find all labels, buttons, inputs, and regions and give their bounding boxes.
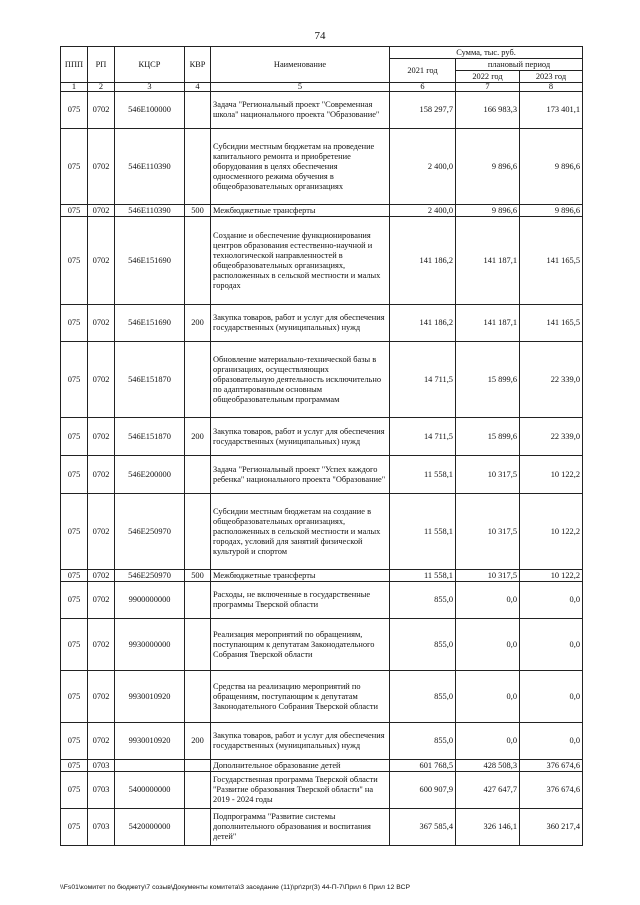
cell-name: Создание и обеспечение функционирования центров образования естественно-научной и технологической направленностей в общеобразовательных организациях, расположенных в сельской местности и малых городах <box>211 217 390 305</box>
table-row <box>61 418 583 456</box>
cell-ppp: 075 <box>61 760 88 772</box>
cell-sum-2023: 10 122,2 <box>520 570 583 582</box>
cell-sum-2022: 15 899,6 <box>456 342 520 418</box>
cell-sum-2023: 22 339,0 <box>520 342 583 418</box>
table-row <box>61 582 583 619</box>
cell-rp: 0702 <box>88 217 115 305</box>
cell-sum-2021: 14 711,5 <box>390 342 456 418</box>
cell-kvr <box>185 760 211 772</box>
cell-name: Обновление материально-технической базы в организациях, осуществляющих образовательную деятельность исключительно по адаптированным основным общеобразовательным программам <box>211 342 390 418</box>
cell-kcsr: 546E151690 <box>115 217 185 305</box>
cell-rp: 0702 <box>88 619 115 671</box>
page-number: 74 <box>314 30 326 42</box>
cell-kcsr: 546E200000 <box>115 456 185 494</box>
cell-ppp: 075 <box>61 342 88 418</box>
cell-sum-2022: 0,0 <box>456 619 520 671</box>
cell-kcsr: 9930010920 <box>115 671 185 723</box>
cell-name: Задача "Региональный проект "Успех каждого ребенка" национального проекта "Образование" <box>211 456 390 494</box>
cell-sum-2023: 0,0 <box>520 723 583 760</box>
cell-rp: 0702 <box>88 570 115 582</box>
table-body <box>61 92 583 846</box>
cell-ppp: 075 <box>61 582 88 619</box>
cell-name: Государственная программа Тверской области "Развитие образования Тверской области" на 2019 - 2024 годы <box>211 772 390 809</box>
header-kvr: КВР <box>185 47 211 83</box>
cell-sum-2022: 166 983,3 <box>456 92 520 129</box>
cell-rp: 0702 <box>88 494 115 570</box>
cell-kvr <box>185 582 211 619</box>
cell-ppp: 075 <box>61 418 88 456</box>
cell-rp: 0703 <box>88 772 115 809</box>
header-name: Наименование <box>211 47 390 83</box>
header-plan-period: плановый период <box>456 59 583 71</box>
cell-sum-2021: 2 400,0 <box>390 205 456 217</box>
column-number: 7 <box>456 83 520 92</box>
column-number: 4 <box>185 83 211 92</box>
cell-sum-2022: 427 647,7 <box>456 772 520 809</box>
cell-kcsr: 546E100000 <box>115 92 185 129</box>
header-year-2022: 2022 год <box>456 71 520 83</box>
table-row <box>61 217 583 305</box>
cell-sum-2023: 141 165,5 <box>520 217 583 305</box>
cell-kvr: 500 <box>185 205 211 217</box>
cell-sum-2021: 2 400,0 <box>390 129 456 205</box>
cell-name: Субсидии местным бюджетам на проведение капитального ремонта и приобретение оборудования в целях обеспечения односменного режима обучения в общеобразовательных организациях <box>211 129 390 205</box>
cell-sum-2021: 14 711,5 <box>390 418 456 456</box>
cell-ppp: 075 <box>61 456 88 494</box>
cell-name: Закупка товаров, работ и услуг для обеспечения государственных (муниципальных) нужд <box>211 418 390 456</box>
cell-sum-2021: 855,0 <box>390 671 456 723</box>
cell-kvr <box>185 129 211 205</box>
cell-kcsr: 546E110390 <box>115 129 185 205</box>
cell-rp: 0702 <box>88 418 115 456</box>
table-row <box>61 570 583 582</box>
cell-sum-2021: 855,0 <box>390 582 456 619</box>
header-year-2023: 2023 год <box>520 71 583 83</box>
header-year-2021: 2021 год <box>390 59 456 83</box>
file-path-footer: \\Fs01\комитет по бюджету\7 созыв\Документы комитета\3 заседание (11)\pr\zpr(3) 44-П-7\Прил 6 Прил 12 ВСР <box>60 884 411 891</box>
cell-sum-2021: 11 558,1 <box>390 456 456 494</box>
cell-kcsr: 5420000000 <box>115 809 185 846</box>
cell-rp: 0702 <box>88 92 115 129</box>
cell-sum-2022: 428 508,3 <box>456 760 520 772</box>
header-sum: Сумма, тыс. руб. <box>390 47 583 59</box>
cell-ppp: 075 <box>61 809 88 846</box>
cell-rp: 0702 <box>88 456 115 494</box>
cell-sum-2023: 10 122,2 <box>520 456 583 494</box>
cell-name: Закупка товаров, работ и услуг для обеспечения государственных (муниципальных) нужд <box>211 305 390 342</box>
cell-kcsr: 9900000000 <box>115 582 185 619</box>
column-number-row <box>61 83 583 92</box>
cell-sum-2023: 141 165,5 <box>520 305 583 342</box>
cell-kvr: 200 <box>185 418 211 456</box>
cell-kvr <box>185 456 211 494</box>
cell-name: Средства на реализацию мероприятий по обращениям, поступающим к депутатам Законодательного Собрания Тверской области <box>211 671 390 723</box>
cell-name: Межбюджетные трансферты <box>211 570 390 582</box>
cell-name: Межбюджетные трансферты <box>211 205 390 217</box>
column-number: 1 <box>61 83 88 92</box>
cell-sum-2022: 9 896,6 <box>456 129 520 205</box>
cell-sum-2022: 141 187,1 <box>456 217 520 305</box>
cell-ppp: 075 <box>61 205 88 217</box>
cell-sum-2023: 0,0 <box>520 619 583 671</box>
table-row <box>61 305 583 342</box>
cell-ppp: 075 <box>61 772 88 809</box>
cell-sum-2022: 0,0 <box>456 723 520 760</box>
cell-kcsr: 546E151870 <box>115 418 185 456</box>
column-number: 3 <box>115 83 185 92</box>
cell-sum-2021: 367 585,4 <box>390 809 456 846</box>
cell-ppp: 075 <box>61 671 88 723</box>
table-row <box>61 809 583 846</box>
cell-kvr <box>185 217 211 305</box>
cell-kcsr: 546E151870 <box>115 342 185 418</box>
cell-sum-2023: 10 122,2 <box>520 494 583 570</box>
cell-rp: 0702 <box>88 205 115 217</box>
cell-ppp: 075 <box>61 92 88 129</box>
cell-name: Задача "Региональный проект "Современная школа" национального проекта "Образование" <box>211 92 390 129</box>
cell-ppp: 075 <box>61 723 88 760</box>
cell-sum-2022: 9 896,6 <box>456 205 520 217</box>
cell-sum-2022: 10 317,5 <box>456 570 520 582</box>
cell-sum-2022: 141 187,1 <box>456 305 520 342</box>
cell-sum-2023: 9 896,6 <box>520 205 583 217</box>
cell-sum-2021: 600 907,9 <box>390 772 456 809</box>
cell-sum-2021: 141 186,2 <box>390 217 456 305</box>
cell-sum-2021: 11 558,1 <box>390 570 456 582</box>
cell-kcsr: 546E151690 <box>115 305 185 342</box>
cell-kvr <box>185 809 211 846</box>
cell-ppp: 075 <box>61 494 88 570</box>
cell-kcsr: 9930010920 <box>115 723 185 760</box>
cell-name: Реализация мероприятий по обращениям, поступающим к депутатам Законодательного Собрания Тверской области <box>211 619 390 671</box>
cell-sum-2022: 0,0 <box>456 582 520 619</box>
cell-kcsr: 9930000000 <box>115 619 185 671</box>
column-number: 2 <box>88 83 115 92</box>
table-row <box>61 671 583 723</box>
cell-rp: 0703 <box>88 809 115 846</box>
column-number: 5 <box>211 83 390 92</box>
cell-kvr: 200 <box>185 305 211 342</box>
cell-ppp: 075 <box>61 129 88 205</box>
cell-kvr <box>185 772 211 809</box>
cell-kvr: 500 <box>185 570 211 582</box>
table-row <box>61 494 583 570</box>
cell-ppp: 075 <box>61 619 88 671</box>
cell-rp: 0702 <box>88 305 115 342</box>
cell-name: Закупка товаров, работ и услуг для обеспечения государственных (муниципальных) нужд <box>211 723 390 760</box>
cell-sum-2021: 855,0 <box>390 619 456 671</box>
cell-ppp: 075 <box>61 217 88 305</box>
cell-sum-2023: 376 674,6 <box>520 760 583 772</box>
table-row <box>61 772 583 809</box>
cell-name: Расходы, не включенные в государственные программы Тверской области <box>211 582 390 619</box>
cell-kcsr: 546E250970 <box>115 494 185 570</box>
cell-sum-2021: 11 558,1 <box>390 494 456 570</box>
table-row <box>61 456 583 494</box>
cell-name: Дополнительное образование детей <box>211 760 390 772</box>
cell-kvr <box>185 619 211 671</box>
cell-sum-2022: 10 317,5 <box>456 494 520 570</box>
cell-kvr <box>185 342 211 418</box>
cell-rp: 0702 <box>88 129 115 205</box>
cell-sum-2021: 158 297,7 <box>390 92 456 129</box>
header-rp: РП <box>88 47 115 83</box>
cell-rp: 0702 <box>88 671 115 723</box>
cell-sum-2021: 601 768,5 <box>390 760 456 772</box>
cell-rp: 0702 <box>88 582 115 619</box>
cell-rp: 0703 <box>88 760 115 772</box>
table-row <box>61 760 583 772</box>
table-row <box>61 205 583 217</box>
table-row <box>61 619 583 671</box>
cell-sum-2023: 9 896,6 <box>520 129 583 205</box>
cell-sum-2023: 22 339,0 <box>520 418 583 456</box>
cell-sum-2023: 376 674,6 <box>520 772 583 809</box>
column-number: 6 <box>390 83 456 92</box>
header-ppp: ППП <box>61 47 88 83</box>
cell-name: Подпрограмма "Развитие системы дополнительного образования и воспитания детей" <box>211 809 390 846</box>
budget-table <box>60 46 583 846</box>
cell-rp: 0702 <box>88 723 115 760</box>
cell-sum-2021: 141 186,2 <box>390 305 456 342</box>
table-row <box>61 342 583 418</box>
cell-ppp: 075 <box>61 305 88 342</box>
cell-sum-2021: 855,0 <box>390 723 456 760</box>
cell-ppp: 075 <box>61 570 88 582</box>
cell-sum-2023: 360 217,4 <box>520 809 583 846</box>
cell-kcsr <box>115 760 185 772</box>
cell-kcsr: 546E110390 <box>115 205 185 217</box>
cell-sum-2023: 0,0 <box>520 582 583 619</box>
cell-name: Субсидии местным бюджетам на создание в общеобразовательных организациях, расположенных в сельской местности и малых городах, условий для занятий физической культурой и спортом <box>211 494 390 570</box>
table-row <box>61 129 583 205</box>
cell-sum-2023: 0,0 <box>520 671 583 723</box>
cell-sum-2022: 0,0 <box>456 671 520 723</box>
cell-kvr <box>185 92 211 129</box>
cell-sum-2022: 15 899,6 <box>456 418 520 456</box>
cell-kvr <box>185 494 211 570</box>
column-number: 8 <box>520 83 583 92</box>
cell-kcsr: 546E250970 <box>115 570 185 582</box>
cell-rp: 0702 <box>88 342 115 418</box>
cell-kcsr: 5400000000 <box>115 772 185 809</box>
cell-sum-2023: 173 401,1 <box>520 92 583 129</box>
cell-kvr: 200 <box>185 723 211 760</box>
header-kcsr: КЦСР <box>115 47 185 83</box>
cell-kvr <box>185 671 211 723</box>
table-row <box>61 92 583 129</box>
cell-sum-2022: 326 146,1 <box>456 809 520 846</box>
cell-sum-2022: 10 317,5 <box>456 456 520 494</box>
table-row <box>61 723 583 760</box>
